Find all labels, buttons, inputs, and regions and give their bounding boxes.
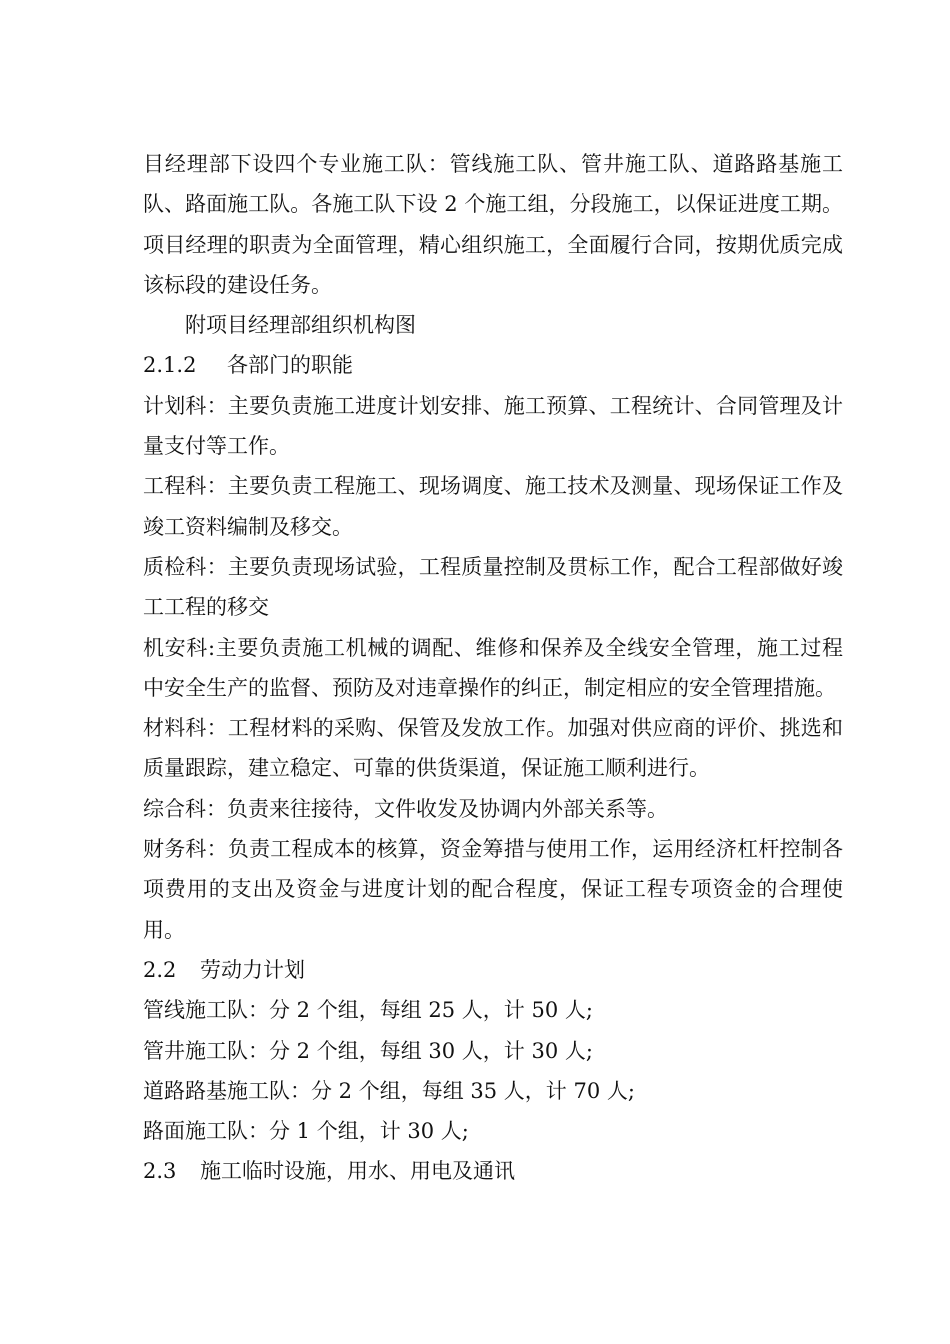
paragraph-roadbed-team: 道路路基施工队：分 2 个组，每组 35 人，计 70 人; [143, 1078, 635, 1103]
paragraph-machinery-safety-dept: 机安科:主要负责施工机械的调配、维修和保养及全线安全管理，施工过程中安全生产的监督、预防及对违章操作的纠正，制定相应的安全管理措施。 [143, 635, 843, 700]
paragraph-general-dept: 综合科：负责来往接待，文件收发及协调内外部关系等。 [143, 796, 668, 821]
paragraph-pipeline-team: 管线施工队：分 2 个组，每组 25 人，计 50 人; [143, 998, 593, 1023]
paragraph-pavement-team: 路面施工队：分 1 个组，计 30 人; [143, 1119, 469, 1144]
attachment-note: 附项目经理部组织机构图 [185, 313, 416, 338]
section-title: 各部门的职能 [227, 353, 353, 378]
section-number: 2.1.2 [143, 353, 197, 378]
paragraph-finance-dept: 财务科：负责工程成本的核算，资金筹措与使用工作，运用经济杠杆控制各项费用的支出及资金与进度计划的配合程度，保证工程专项资金的合理使用。 [143, 837, 843, 942]
section-title: 施工临时设施，用水、用电及通讯 [200, 1159, 515, 1184]
section-heading-2-2 [143, 950, 843, 990]
section-title: 劳动力计划 [200, 957, 305, 982]
paragraph-planning-dept: 计划科：主要负责施工进度计划安排、施工预算、工程统计、合同管理及计量支付等工作。 [143, 393, 843, 459]
paragraph-engineering-dept: 工程科：主要负责工程施工、现场调度、施工技术及测量、现场保证工作及竣工资料编制及移交。 [143, 474, 843, 539]
paragraph-intro: 目经理部下设四个专业施工队：管线施工队、管井施工队、道路路基施工队、路面施工队。各施工队下设 2 个施工组，分段施工，以保证进度工期。项目经理的职责为全面管理，精心组织施工，全面履行合同，按期优质完成该标段的建设任务。 [143, 152, 843, 297]
paragraph-quality-dept: 质检科：主要负责现场试验，工程质量控制及贯标工作，配合工程部做好竣工工程的移交 [143, 554, 843, 620]
section-number: 2.2 [143, 957, 177, 982]
document-body [143, 144, 843, 1192]
paragraph-materials-dept: 材料科：工程材料的采购、保管及发放工作。加强对供应商的评价、挑选和质量跟踪，建立稳定、可靠的供货渠道，保证施工顺利进行。 [143, 716, 843, 781]
section-heading-2-3 [143, 1151, 843, 1191]
section-number: 2.3 [143, 1159, 177, 1184]
section-heading-2-1-2 [143, 345, 843, 385]
paragraph-well-team: 管井施工队：分 2 个组，每组 30 人，计 30 人; [143, 1038, 593, 1063]
